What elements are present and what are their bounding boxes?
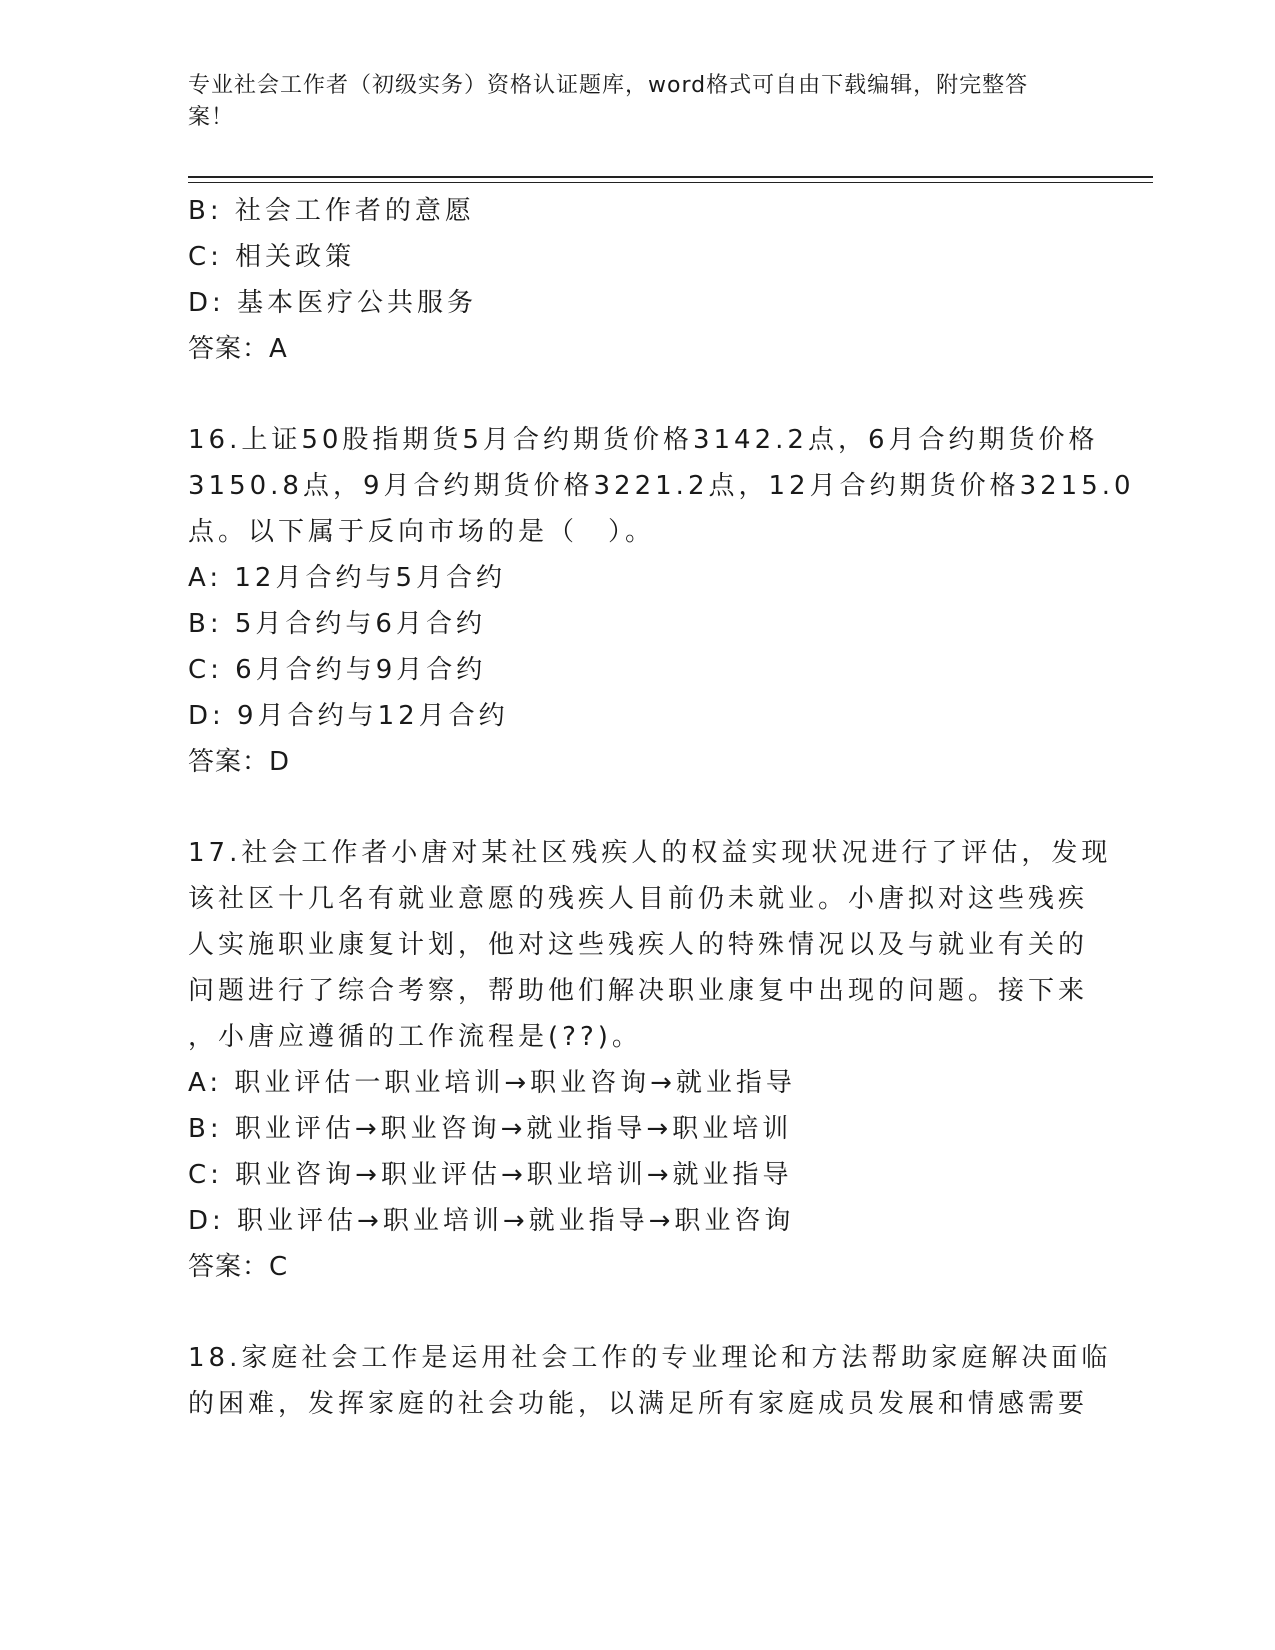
question-stem-line: 16.上证50股指期货5月合约期货价格3142.2点，6月合约期货价格: [188, 425, 1099, 455]
option-d: D: 基本医疗公共服务: [188, 288, 478, 318]
option-b: B: 社会工作者的意愿: [188, 196, 475, 226]
header-rule-thin: [188, 182, 1153, 183]
option-a: A: 职业评估一职业培训→职业咨询→就业指导: [188, 1068, 796, 1098]
question-18-stem: [188, 1335, 1112, 1427]
question-16-stem: [188, 417, 1135, 555]
question-stem-line: 该社区十几名有就业意愿的残疾人目前仍未就业。小唐拟对这些残疾: [188, 884, 1089, 914]
option-d: D: 职业评估→职业培训→就业指导→职业咨询: [188, 1206, 795, 1236]
question-15-options: [188, 188, 1078, 326]
option-b: B: 5月合约与6月合约: [188, 609, 486, 639]
option-d: D: 9月合约与12月合约: [188, 701, 509, 731]
question-stem-line: 18.家庭社会工作是运用社会工作的专业理论和方法帮助家庭解决面临: [188, 1343, 1112, 1373]
question-stem-line: 3150.8点，9月合约期货价格3221.2点，12月合约期货价格3215.0: [188, 471, 1135, 501]
question-stem-line: 人实施职业康复计划，他对这些残疾人的特殊情况以及与就业有关的: [188, 930, 1089, 960]
question-stem-line: 问题进行了综合考察，帮助他们解决职业康复中出现的问题。接下来: [188, 976, 1089, 1006]
document-body: [188, 188, 1135, 1427]
question-17-answer: 答案：C: [188, 1252, 289, 1282]
question-stem-line: 的困难，发挥家庭的社会功能，以满足所有家庭成员发展和情感需要: [188, 1389, 1089, 1419]
option-a: A: 12月合约与5月合约: [188, 563, 506, 593]
question-17-options: [188, 1060, 1078, 1244]
question-stem-line: ，小唐应遵循的工作流程是(??)。: [188, 1022, 642, 1052]
question-stem-line: 17.社会工作者小唐对某社区残疾人的权益实现状况进行了评估，发现: [188, 838, 1112, 868]
question-15-answer: 答案：A: [188, 334, 288, 364]
question-stem-line: 点。以下属于反向市场的是（ ）。: [188, 517, 656, 547]
option-b: B: 职业评估→职业咨询→就业指导→职业培训: [188, 1114, 793, 1144]
option-c: C: 相关政策: [188, 242, 356, 272]
question-16-answer: 答案：D: [188, 747, 291, 777]
header-rule-thick: [188, 176, 1153, 178]
document-header: 专业社会工作者（初级实务）资格认证题库，word格式可自由下载编辑，附完整答案！: [188, 73, 1029, 130]
option-c: C: 职业咨询→职业评估→职业培训→就业指导: [188, 1160, 793, 1190]
question-16-options: [188, 555, 1078, 739]
question-17-stem: [188, 830, 1112, 1060]
option-c: C: 6月合约与9月合约: [188, 655, 487, 685]
